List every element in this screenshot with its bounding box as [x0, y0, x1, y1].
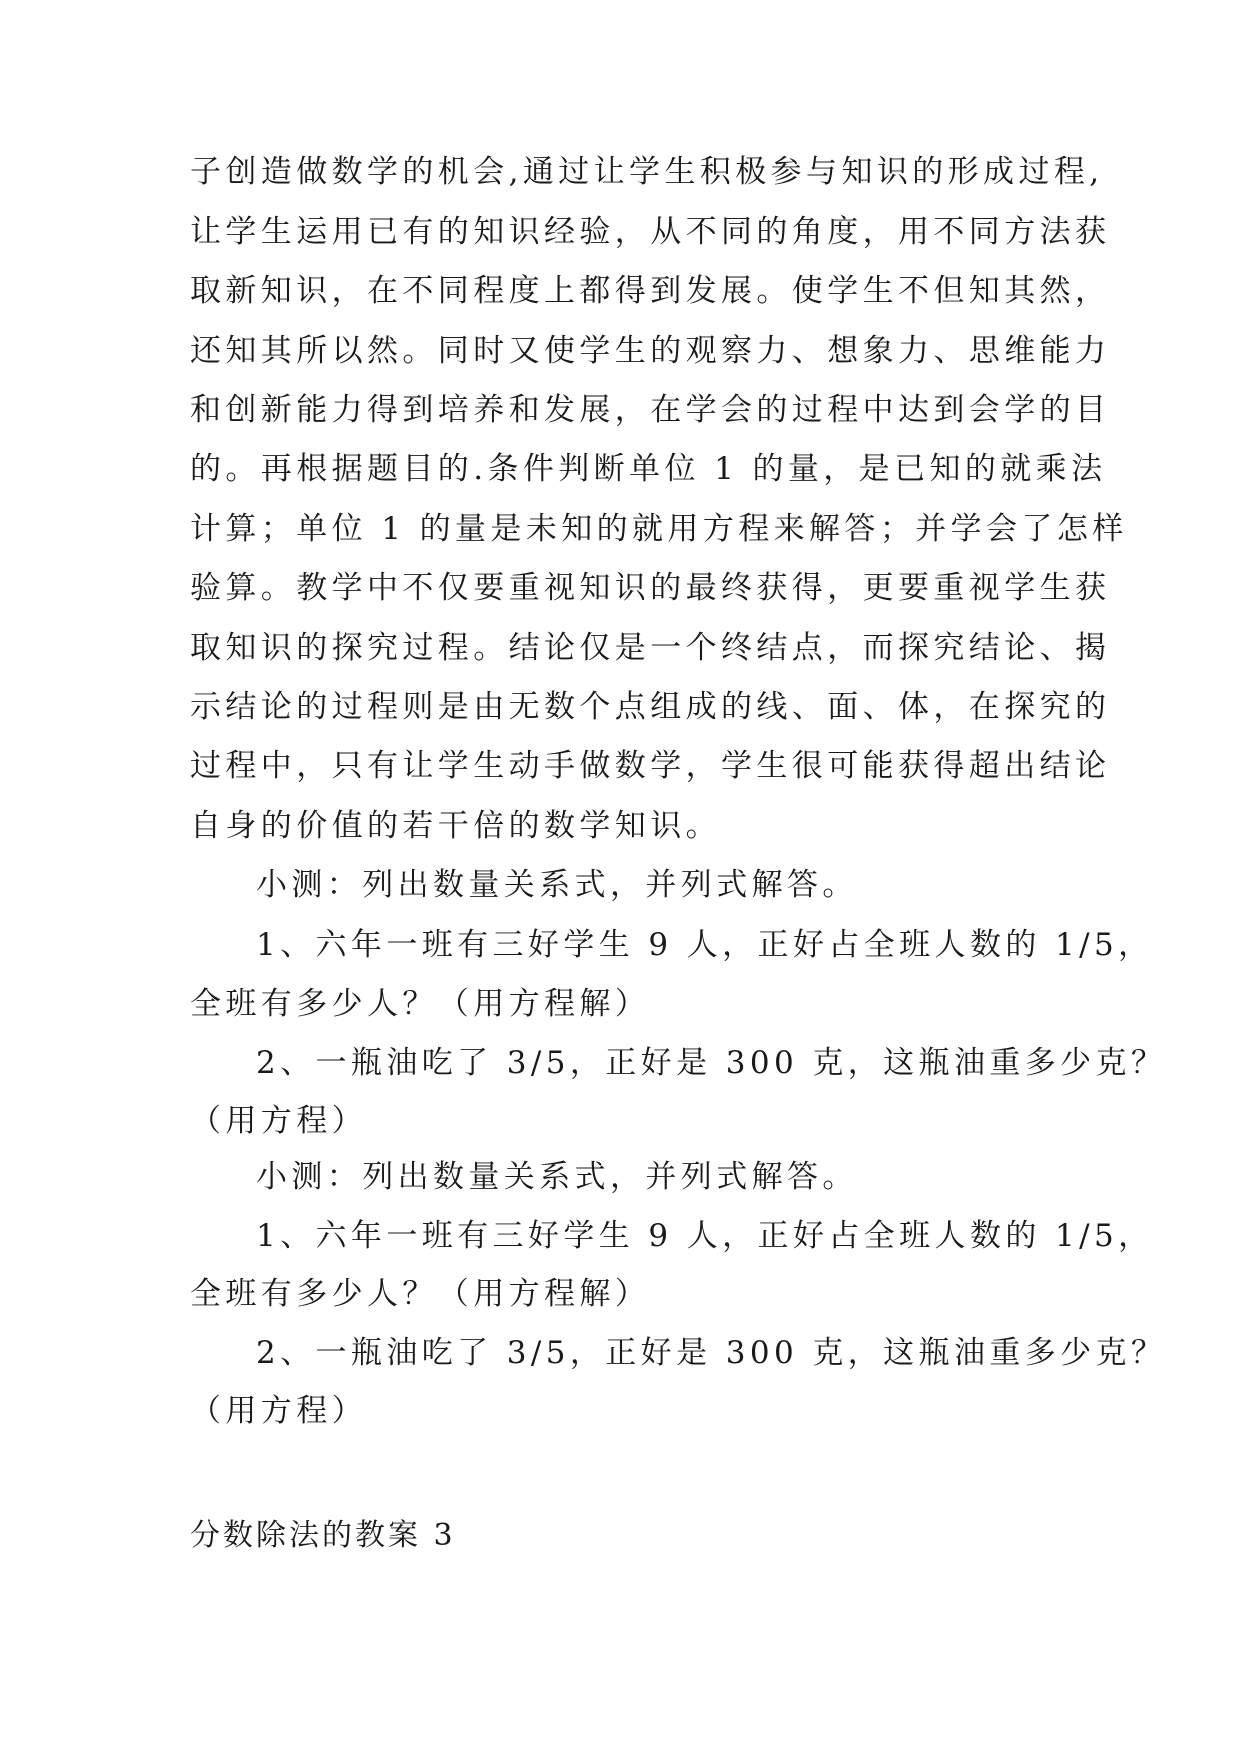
body-line-2: 让学生运用已有的知识经验，从不同的角度，用不同方法获 — [190, 214, 1111, 250]
quiz-2-question-2-cont: （用方程） — [190, 1393, 367, 1429]
body-line-5: 和创新能力得到培养和发展，在学会的过程中达到会学的目 — [190, 392, 1111, 428]
quiz-1-intro: 小测：列出数量关系式，并列式解答。 — [256, 867, 858, 903]
body-line-1: 子创造做数学的机会,通过让学生积极参与知识的形成过程, — [190, 154, 1104, 190]
quiz-2-question-2: 2、一瓶油吃了 3/5，正好是 300 克，这瓶油重多少克？ — [256, 1335, 1167, 1371]
body-line-12: 自身的价值的若干倍的数学知识。 — [190, 808, 721, 844]
quiz-2-question-1: 1、六年一班有三好学生 9 人，正好占全班人数的 1/5， — [256, 1218, 1154, 1254]
body-line-3: 取新知识，在不同程度上都得到发展。使学生不但知其然， — [190, 273, 1111, 309]
quiz-1-question-2: 2、一瓶油吃了 3/5，正好是 300 克，这瓶油重多少克？ — [256, 1045, 1167, 1081]
quiz-2-question-1-cont: 全班有多少人？（用方程解） — [190, 1276, 651, 1312]
body-line-7: 计算；单位 1 的量是未知的就用方程来解答；并学会了怎样 — [190, 511, 1128, 547]
quiz-1-question-1-cont: 全班有多少人？（用方程解） — [190, 986, 651, 1022]
body-line-8: 验算。教学中不仅要重视知识的最终获得，更要重视学生获 — [190, 570, 1111, 606]
body-line-9: 取知识的探究过程。结论仅是一个终结点，而探究结论、揭 — [190, 630, 1111, 666]
body-line-10: 示结论的过程则是由无数个点组成的线、面、体，在探究的 — [190, 689, 1111, 725]
body-line-6: 的。再根据题目的.条件判断单位 1 的量，是已知的就乘法 — [190, 451, 1107, 487]
quiz-1-question-1: 1、六年一班有三好学生 9 人，正好占全班人数的 1/5， — [256, 927, 1154, 963]
body-line-11: 过程中，只有让学生动手做数学，学生很可能获得超出结论 — [190, 748, 1111, 784]
quiz-2-intro: 小测：列出数量关系式，并列式解答。 — [256, 1159, 858, 1195]
section-heading: 分数除法的教案 3 — [190, 1518, 456, 1553]
quiz-1-question-2-cont: （用方程） — [190, 1103, 367, 1139]
body-line-4: 还知其所以然。同时又使学生的观察力、想象力、思维能力 — [190, 333, 1111, 369]
